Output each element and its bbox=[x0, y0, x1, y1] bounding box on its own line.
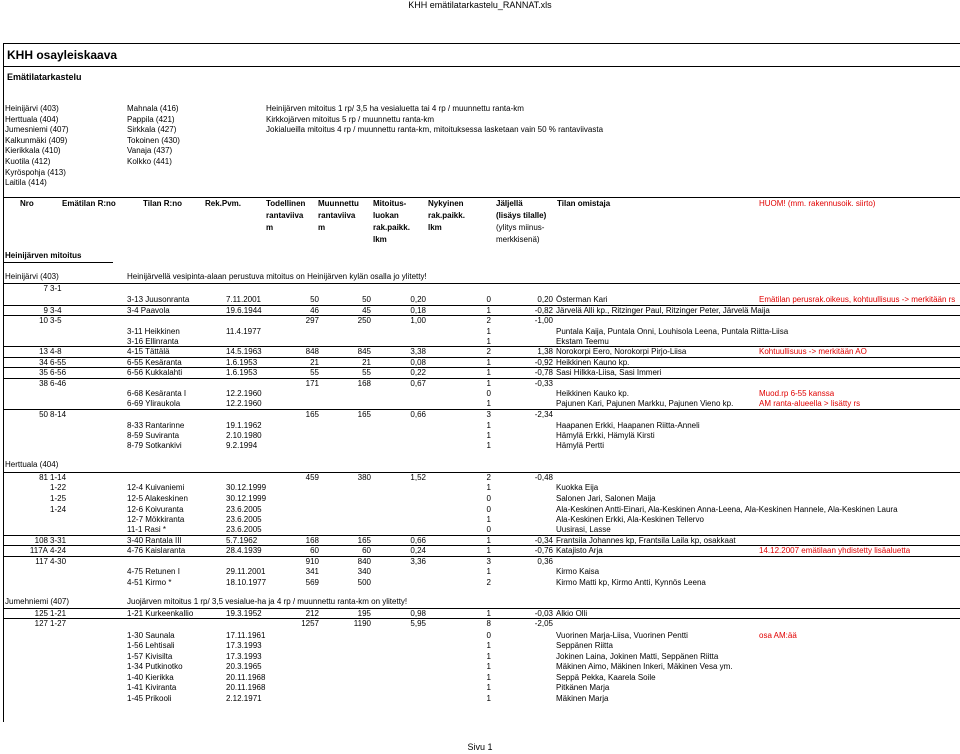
row-tila: 1-34 Putkinotko bbox=[127, 662, 183, 671]
row-omistaja: Vuorinen Marja-Liisa, Vuorinen Pentti bbox=[556, 631, 688, 640]
row-nykyinen: 0 bbox=[486, 494, 491, 503]
row-jaljella: -2,05 bbox=[534, 619, 553, 628]
row-omistaja: Ala-Keskinen Antti-Einari, Ala-Keskinen Anna-Leena, Ala-Keskinen Hannele, Ala-Keskinen Laura bbox=[556, 505, 898, 514]
row-nykyinen: 1 bbox=[486, 536, 491, 545]
row-tila: 1-45 Prikooli bbox=[127, 694, 172, 703]
row-emtila: 1-14 bbox=[50, 473, 67, 482]
village-name: Laitila (414) bbox=[5, 178, 47, 188]
row-nykyinen: 2 bbox=[486, 473, 491, 482]
row-nykyinen: 0 bbox=[486, 389, 491, 398]
file-name: KHH emätilatarkastelu_RANNAT.xls bbox=[408, 0, 552, 10]
row-nykyinen: 2 bbox=[486, 316, 491, 325]
row-nykyinen: 1 bbox=[486, 683, 491, 692]
row-muunnettu: 165 bbox=[357, 536, 371, 545]
row-omistaja: Norokorpi Eero, Norokorpi Pirjo-Liisa bbox=[556, 347, 687, 356]
row-jaljella: -0,33 bbox=[534, 379, 553, 388]
row-omistaja: Hämylä Pertti bbox=[556, 441, 605, 450]
row-nro: 117 bbox=[35, 557, 48, 566]
document-subtitle: Emätilatarkastelu bbox=[7, 72, 82, 82]
row-jaljella: -2,34 bbox=[534, 410, 553, 419]
row-nykyinen: 1 bbox=[486, 609, 491, 618]
row-muunnettu: 500 bbox=[357, 578, 371, 587]
row-tila: 8-59 Suviranta bbox=[127, 431, 180, 440]
row-tila: 6-68 Kesäranta I bbox=[127, 389, 187, 398]
page-footer: Sivu 1 bbox=[467, 742, 493, 752]
row-nro: 81 bbox=[39, 473, 48, 482]
row-tila: 6-55 Kesäranta bbox=[127, 358, 182, 367]
row-tila: 4-76 Kaislaranta bbox=[127, 546, 186, 555]
row-omistaja: Jokinen Laina, Jokinen Matti, Seppänen Riitta bbox=[556, 652, 719, 661]
row-nro: 35 bbox=[39, 368, 48, 377]
row-pvm: 30.12.1999 bbox=[226, 494, 267, 503]
row-emtila: 4-8 bbox=[50, 347, 62, 356]
row-pvm: 29.11.2001 bbox=[226, 567, 266, 576]
row-tila: 3-40 Rantala III bbox=[127, 536, 182, 545]
group-jumesniemi: Jumehniemi (407) bbox=[5, 597, 70, 606]
row-todellinen: 212 bbox=[305, 609, 319, 618]
row-divider bbox=[3, 556, 960, 557]
village-name: Kalkunmäki (409) bbox=[5, 135, 68, 145]
header-todellinen: rantaviiva bbox=[266, 211, 304, 220]
header-muunnettu: m bbox=[318, 223, 326, 232]
group-heinijarvi: Heinijärvi (403) bbox=[5, 272, 59, 281]
row-todellinen: 46 bbox=[310, 306, 319, 315]
row-omistaja: Uusirasi, Lasse bbox=[556, 525, 611, 534]
row-mitoitus: 5,95 bbox=[410, 619, 426, 628]
row-tila: 12-6 Koivuranta bbox=[127, 505, 184, 514]
group-herttuala: Herttuala (404) bbox=[5, 460, 59, 469]
row-jaljella: -0,92 bbox=[534, 358, 553, 367]
row-emtila: 1-22 bbox=[50, 483, 67, 492]
row-nro: 10 bbox=[39, 316, 48, 325]
row-tila: 3-4 Paavola bbox=[127, 306, 170, 315]
row-pvm: 30.12.1999 bbox=[226, 483, 267, 492]
row-nykyinen: 1 bbox=[486, 441, 491, 450]
row-huom: Emätilan perusrak.oikeus, kohtuullisuus -> merkitään rs bbox=[759, 295, 956, 304]
row-omistaja: Kuokka Eija bbox=[556, 483, 599, 492]
row-omistaja: Ala-Keskinen Erkki, Ala-Keskinen Tellervo bbox=[556, 515, 704, 524]
row-jaljella: -1,00 bbox=[534, 316, 553, 325]
row-todellinen: 910 bbox=[305, 557, 319, 566]
row-nykyinen: 1 bbox=[486, 399, 491, 408]
row-huom: Kohtuullisuus -> merkitään AO bbox=[759, 347, 867, 356]
row-pvm: 23.6.2005 bbox=[226, 515, 262, 524]
row-todellinen: 21 bbox=[310, 358, 319, 367]
row-nykyinen: 1 bbox=[486, 379, 491, 388]
row-todellinen: 569 bbox=[305, 578, 319, 587]
header-rekpvm: Rek.Pvm. bbox=[205, 199, 242, 208]
row-emtila: 3-1 bbox=[50, 284, 62, 293]
row-todellinen: 50 bbox=[310, 295, 319, 304]
row-mitoitus: 0,24 bbox=[410, 546, 426, 555]
row-omistaja: Alkio Olli bbox=[556, 609, 588, 618]
header-nykyinen: lkm bbox=[428, 223, 442, 232]
row-todellinen: 459 bbox=[305, 473, 319, 482]
row-nykyinen: 0 bbox=[486, 295, 491, 304]
row-todellinen: 297 bbox=[305, 316, 319, 325]
header-muunnettu: Muunnettu bbox=[318, 199, 359, 208]
row-jaljella: -0,76 bbox=[534, 546, 553, 555]
row-pvm: 20.11.1968 bbox=[226, 673, 266, 682]
header-nro: Nro bbox=[20, 199, 34, 208]
row-emtila: 3-4 bbox=[50, 306, 62, 315]
row-omistaja: Kirmo Kaisa bbox=[556, 567, 600, 576]
row-todellinen: 1257 bbox=[301, 619, 319, 628]
row-pvm: 23.6.2005 bbox=[226, 525, 262, 534]
row-pvm: 14.5.1963 bbox=[226, 347, 262, 356]
row-todellinen: 55 bbox=[310, 368, 319, 377]
row-jaljella: -0,48 bbox=[534, 473, 553, 482]
row-divider bbox=[3, 346, 960, 347]
row-divider bbox=[3, 409, 960, 410]
village-name: Kuotila (412) bbox=[5, 157, 51, 166]
row-omistaja: Kirmo Matti kp, Kirmo Antti, Kynnös Leena bbox=[556, 578, 706, 587]
row-nro: 9 bbox=[43, 306, 48, 315]
row-nro: 50 bbox=[39, 410, 48, 419]
row-muunnettu: 840 bbox=[357, 557, 371, 566]
row-tila: 4-75 Retunen I bbox=[127, 567, 180, 576]
row-nykyinen: 1 bbox=[486, 546, 491, 555]
row-omistaja: Katajisto Arja bbox=[556, 546, 603, 555]
row-omistaja: Mäkinen Aimo, Mäkinen Inkeri, Mäkinen Vesa ym. bbox=[556, 662, 733, 671]
row-nro: 13 bbox=[39, 347, 48, 356]
row-pvm: 12.2.1960 bbox=[226, 399, 262, 408]
row-muunnettu: 165 bbox=[357, 410, 371, 419]
header-jaljella: (lisäys tilalle) bbox=[496, 211, 547, 220]
row-omistaja: Ekstam Teemu bbox=[556, 337, 609, 346]
row-mitoitus: 0,22 bbox=[410, 368, 426, 377]
row-muunnettu: 195 bbox=[357, 609, 371, 618]
row-omistaja: Heikkinen Kauko kp. bbox=[556, 389, 629, 398]
row-nykyinen: 1 bbox=[486, 641, 491, 650]
row-nykyinen: 1 bbox=[486, 694, 491, 703]
row-omistaja: Seppä Pekka, Kaarela Soile bbox=[556, 673, 656, 682]
row-nykyinen: 1 bbox=[486, 421, 491, 430]
row-emtila: 6-55 bbox=[50, 358, 67, 367]
row-muunnettu: 60 bbox=[362, 546, 371, 555]
row-omistaja: Haapanen Erkki, Haapanen Riitta-Anneli bbox=[556, 421, 700, 430]
row-emtila: 1-25 bbox=[50, 494, 67, 503]
row-mitoitus: 0,66 bbox=[410, 410, 426, 419]
header-emtila: Emätilan R:no bbox=[62, 199, 116, 208]
row-omistaja: Heikkinen Kauno kp. bbox=[556, 358, 630, 367]
row-muunnettu: 45 bbox=[362, 306, 371, 315]
row-jaljella: -0,34 bbox=[534, 536, 553, 545]
row-mitoitus: 0,66 bbox=[410, 536, 426, 545]
village-name: Pappila (421) bbox=[127, 114, 175, 124]
header-todellinen: Todellinen bbox=[266, 199, 306, 208]
header-mitoitus: lkm bbox=[373, 235, 387, 244]
row-todellinen: 341 bbox=[305, 567, 319, 576]
row-jaljella: -0,82 bbox=[534, 306, 553, 315]
row-nykyinen: 0 bbox=[486, 631, 491, 640]
row-muunnettu: 845 bbox=[357, 347, 371, 356]
row-tila: 6-69 Yliraukola bbox=[127, 399, 181, 408]
row-pvm: 11.4.1977 bbox=[226, 327, 261, 336]
header-mitoitus: luokan bbox=[373, 211, 399, 220]
row-nykyinen: 1 bbox=[486, 652, 491, 661]
row-nykyinen: 1 bbox=[486, 673, 491, 682]
village-name: Tokoinen (430) bbox=[127, 135, 180, 145]
row-pvm: 5.7.1962 bbox=[226, 536, 258, 545]
row-pvm: 23.6.2005 bbox=[226, 505, 262, 514]
row-divider bbox=[3, 472, 960, 473]
row-divider bbox=[3, 283, 960, 284]
row-tila: 3-13 Juusonranta bbox=[127, 295, 190, 304]
row-huom: Muod.rp 6-55 kanssa bbox=[759, 389, 835, 398]
section-underline bbox=[3, 262, 113, 263]
row-tila: 4-15 Tättälä bbox=[127, 347, 170, 356]
row-tila: 12-5 Alakeskinen bbox=[127, 494, 188, 503]
row-nykyinen: 1 bbox=[486, 515, 491, 524]
mitoitus-note: Jokialueilla mitoitus 4 rp / muunnettu ranta-km, mitoituksessa lasketaan vain 50 % rantaviivasta bbox=[266, 125, 604, 135]
header-mitoitus: Mitoitus- bbox=[373, 199, 407, 208]
row-emtila: 4-30 bbox=[50, 557, 67, 566]
row-tila: 1-21 Kurkeenkallio bbox=[127, 609, 194, 618]
row-todellinen: 848 bbox=[305, 347, 319, 356]
row-pvm: 19.1.1962 bbox=[226, 421, 262, 430]
row-omistaja: Österman Kari bbox=[556, 295, 608, 304]
village-name: Vanaja (437) bbox=[127, 146, 173, 156]
row-pvm: 9.2.1994 bbox=[226, 441, 258, 450]
row-pvm: 19.3.1952 bbox=[226, 609, 262, 618]
header-top-line bbox=[3, 197, 960, 198]
row-mitoitus: 0,18 bbox=[410, 306, 426, 315]
header-todellinen: m bbox=[266, 223, 274, 232]
row-divider bbox=[3, 305, 960, 306]
row-jaljella: 0,36 bbox=[537, 557, 553, 566]
group-jumesniemi-note: Juojärven mitoitus 1 rp/ 3,5 vesialue-ha ja 4 rp / muunnettu ranta-km on ylitetty! bbox=[127, 597, 408, 606]
row-nykyinen: 2 bbox=[486, 347, 491, 356]
row-mitoitus: 0,67 bbox=[410, 379, 426, 388]
row-pvm: 2.10.1980 bbox=[226, 431, 262, 440]
row-tila: 8-79 Sotkankivi bbox=[127, 441, 182, 450]
row-pvm: 28.4.1939 bbox=[226, 546, 262, 555]
row-nykyinen: 1 bbox=[486, 483, 491, 492]
row-mitoitus: 0,98 bbox=[410, 609, 426, 618]
row-nykyinen: 0 bbox=[486, 505, 491, 514]
header-muunnettu: rantaviiva bbox=[318, 211, 356, 220]
row-tila: 1-41 Kiviranta bbox=[127, 683, 177, 692]
row-emtila: 6-46 bbox=[50, 379, 67, 388]
row-nykyinen: 3 bbox=[486, 410, 491, 419]
row-jaljella: 0,20 bbox=[537, 295, 553, 304]
row-emtila: 1-24 bbox=[50, 505, 67, 514]
row-huom: 14.12.2007 emätilaan yhdistetty lisäaluetta bbox=[759, 546, 911, 555]
row-emtila: 3-5 bbox=[50, 316, 62, 325]
row-tila: 8-33 Rantarinne bbox=[127, 421, 185, 430]
row-emtila: 1-27 bbox=[50, 619, 67, 628]
row-nykyinen: 1 bbox=[486, 662, 491, 671]
row-tila: 3-11 Heikkinen bbox=[127, 327, 180, 336]
row-nykyinen: 2 bbox=[486, 578, 491, 587]
row-muunnettu: 50 bbox=[362, 295, 371, 304]
row-nykyinen: 0 bbox=[486, 525, 491, 534]
row-jaljella: -0,03 bbox=[534, 609, 553, 618]
header-huom: HUOM! (mm. rakennusoik. siirto) bbox=[759, 199, 876, 208]
row-nro: 125 bbox=[34, 609, 48, 618]
row-divider bbox=[3, 618, 960, 619]
section-title-heinijarvi: Heinijärven mitoitus bbox=[5, 251, 82, 260]
row-omistaja: Seppänen Riitta bbox=[556, 641, 613, 650]
row-omistaja: Sasi Hilkka-Liisa, Sasi Immeri bbox=[556, 368, 662, 377]
row-omistaja: Salonen Jari, Salonen Maija bbox=[556, 494, 656, 503]
row-pvm: 19.6.1944 bbox=[226, 306, 262, 315]
row-nykyinen: 8 bbox=[486, 619, 491, 628]
header-nykyinen: Nykyinen bbox=[428, 199, 464, 208]
header-tila: Tilan R:no bbox=[143, 199, 182, 208]
row-omistaja: Puntala Kaija, Puntala Onni, Louhisola Leena, Puntala Riitta-Liisa bbox=[556, 327, 789, 336]
row-nro: 34 bbox=[39, 358, 48, 367]
village-name: Kolkko (441) bbox=[127, 157, 172, 166]
row-mitoitus: 1,52 bbox=[410, 473, 426, 482]
group-heinijarvi-note: Heinijärvellä vesipinta-alaan perustuva mitoitus on Heinijärven kylän osalla jo ylitetty! bbox=[127, 272, 427, 281]
row-nro: 127 bbox=[34, 619, 48, 628]
row-divider bbox=[3, 315, 960, 316]
row-huom: AM ranta-alueella > lisätty rs bbox=[759, 399, 861, 408]
row-tila: 12-7 Mökkiranta bbox=[127, 515, 185, 524]
row-pvm: 1.6.1953 bbox=[226, 368, 258, 377]
row-pvm: 7.11.2001 bbox=[226, 295, 261, 304]
row-divider bbox=[3, 545, 960, 546]
row-omistaja: Mäkinen Marja bbox=[556, 694, 609, 703]
row-todellinen: 168 bbox=[305, 536, 319, 545]
row-pvm: 1.6.1953 bbox=[226, 358, 258, 367]
header-mitoitus: rak.paikk. bbox=[373, 223, 410, 232]
row-emtila: 4-24 bbox=[50, 546, 67, 555]
row-tila: 11-1 Rasi * bbox=[127, 525, 166, 534]
row-emtila: 6-56 bbox=[50, 368, 67, 377]
village-name: Sirkkala (427) bbox=[127, 125, 177, 135]
row-omistaja: Frantsila Johannes kp, Frantsila Laila kp, osakkaat bbox=[556, 536, 736, 545]
mitoitus-note: Heinijärven mitoitus 1 rp/ 3,5 ha vesialuetta tai 4 rp / muunnettu ranta-km bbox=[266, 104, 524, 113]
row-muunnettu: 250 bbox=[357, 316, 371, 325]
row-tila: 1-30 Saunala bbox=[127, 631, 175, 640]
village-name: Mahnala (416) bbox=[127, 104, 179, 113]
header-jaljella: merkkisenä) bbox=[496, 235, 540, 244]
row-divider bbox=[3, 367, 960, 368]
row-tila: 4-51 Kirmo * bbox=[127, 578, 172, 587]
row-nro: 38 bbox=[39, 379, 48, 388]
row-tila: 6-56 Kukkalahti bbox=[127, 368, 183, 377]
row-muunnettu: 21 bbox=[362, 358, 371, 367]
row-muunnettu: 340 bbox=[357, 567, 371, 576]
row-muunnettu: 168 bbox=[357, 379, 371, 388]
header-jaljella: Jäljellä bbox=[496, 199, 523, 208]
row-divider bbox=[3, 357, 960, 358]
row-nykyinen: 1 bbox=[486, 327, 491, 336]
row-tila: 1-57 Kivisilta bbox=[127, 652, 173, 661]
row-emtila: 1-21 bbox=[50, 609, 67, 618]
row-omistaja: Järvelä Alli kp., Ritzinger Paul, Ritzinger Peter, Järvelä Maija bbox=[556, 306, 770, 315]
row-huom: osa AM:ää bbox=[759, 631, 797, 640]
row-pvm: 17.3.1993 bbox=[226, 652, 262, 661]
row-todellinen: 165 bbox=[305, 410, 319, 419]
village-name: Heinijärvi (403) bbox=[5, 104, 59, 113]
title-divider bbox=[3, 66, 960, 67]
row-emtila: 8-14 bbox=[50, 410, 67, 419]
row-nro: 108 bbox=[34, 536, 48, 545]
row-pvm: 18.10.1977 bbox=[226, 578, 267, 587]
mitoitus-note: Kirkkojärven mitoitus 5 rp / muunnettu ranta-km bbox=[266, 114, 435, 124]
row-divider bbox=[3, 608, 960, 609]
row-pvm: 17.11.1961 bbox=[226, 631, 266, 640]
row-mitoitus: 3,36 bbox=[410, 557, 426, 566]
row-pvm: 2.12.1971 bbox=[226, 694, 262, 703]
row-mitoitus: 3,38 bbox=[410, 347, 426, 356]
row-nykyinen: 1 bbox=[486, 306, 491, 315]
row-nykyinen: 1 bbox=[486, 368, 491, 377]
row-divider bbox=[3, 535, 960, 536]
row-nykyinen: 1 bbox=[486, 431, 491, 440]
row-pvm: 17.3.1993 bbox=[226, 641, 262, 650]
row-nykyinen: 1 bbox=[486, 567, 491, 576]
row-tila: 1-40 Kierikka bbox=[127, 673, 174, 682]
header-jaljella: (ylitys miinus- bbox=[496, 223, 545, 232]
row-omistaja: Pitkänen Marja bbox=[556, 683, 610, 692]
row-pvm: 20.11.1968 bbox=[226, 683, 266, 692]
row-jaljella: 1,38 bbox=[537, 347, 553, 356]
row-nykyinen: 1 bbox=[486, 337, 491, 346]
row-omistaja: Hämylä Erkki, Hämylä Kirsti bbox=[556, 431, 655, 440]
row-pvm: 20.3.1965 bbox=[226, 662, 262, 671]
row-tila: 1-56 Lehtisali bbox=[127, 641, 175, 650]
row-omistaja: Pajunen Kari, Pajunen Markku, Pajunen Vieno kp. bbox=[556, 399, 734, 408]
row-muunnettu: 380 bbox=[357, 473, 371, 482]
village-name: Jumesniemi (407) bbox=[5, 125, 69, 135]
row-muunnettu: 1190 bbox=[353, 619, 371, 628]
row-mitoitus: 0,08 bbox=[410, 358, 426, 367]
row-todellinen: 171 bbox=[305, 379, 319, 388]
village-name: Kyröspohja (413) bbox=[5, 167, 66, 177]
row-nykyinen: 3 bbox=[486, 557, 491, 566]
header-omistaja: Tilan omistaja bbox=[557, 199, 611, 208]
document-title: KHH osayleiskaava bbox=[7, 48, 118, 62]
row-tila: 12-4 Kuivaniemi bbox=[127, 483, 185, 492]
row-todellinen: 60 bbox=[310, 546, 319, 555]
row-nykyinen: 1 bbox=[486, 358, 491, 367]
row-nro: 7 bbox=[43, 284, 48, 293]
row-nro: 117A bbox=[29, 546, 48, 555]
row-tila: 3-16 Ellinranta bbox=[127, 337, 179, 346]
row-jaljella: -0,78 bbox=[534, 368, 553, 377]
row-pvm: 12.2.1960 bbox=[226, 389, 262, 398]
header-nykyinen: rak.paikk. bbox=[428, 211, 465, 220]
row-divider bbox=[3, 378, 960, 379]
row-mitoitus: 0,20 bbox=[410, 295, 426, 304]
village-name: Herttuala (404) bbox=[5, 114, 59, 124]
village-name: Kierikkala (410) bbox=[5, 146, 61, 156]
row-muunnettu: 55 bbox=[362, 368, 371, 377]
row-emtila: 3-31 bbox=[50, 536, 67, 545]
row-mitoitus: 1,00 bbox=[410, 316, 426, 325]
